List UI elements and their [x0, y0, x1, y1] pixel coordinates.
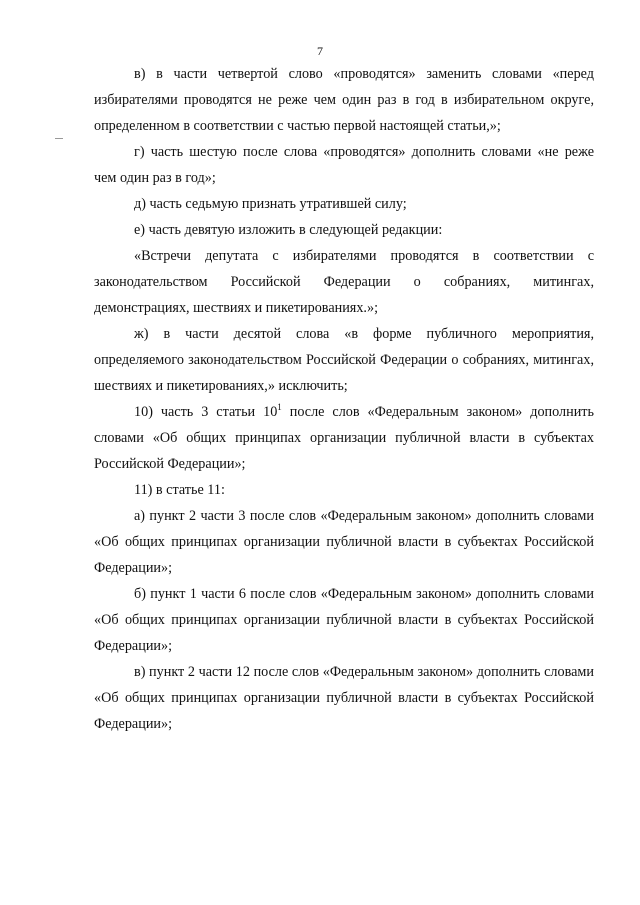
paragraph-e-part-nine: е) часть девятую изложить в следующей редакции:: [134, 222, 443, 238]
paragraph-a-item-2-part-3: а) пункт 2 части 3 после слов «Федеральным законом» дополнить словами «Об общих принципах организации публичной власти в субъектах Российской Федерации»;: [94, 508, 594, 576]
paragraph-g-part-six: г) часть шестую после слова «проводятся» дополнить словами «не реже чем один раз в год»;: [94, 144, 594, 186]
paragraph-v-part-four: в) в части четвертой слово «проводятся» заменить словами «перед избирателями проводятся не реже чем один раз в год в избирательном округе, определенном в соответствии с частью первой настоящей статьи,»;: [94, 66, 594, 134]
margin-mark: [55, 138, 63, 139]
paragraph-quoted-meetings: «Встречи депутата с избирателями проводятся в соответствии с законодательством Российской Федерации о собраниях, митингах, демонстрациях, шествиях и пикетированиях.»;: [94, 248, 594, 316]
paragraph-item-10: [94, 399, 594, 477]
document-body: [94, 61, 594, 737]
page-number: 7: [317, 44, 323, 58]
paragraph-zh-part-ten: ж) в части десятой слова «в форме публичного мероприятия, определяемого законодательством Российской Федерации о собраниях, митингах, шествиях и пикетированиях,» исключить;: [94, 326, 594, 394]
item-10-superscript: 1: [277, 402, 282, 412]
item-10-rest: после слов «Федеральным законом» дополнить словами «Об общих принципах организации публичной власти в субъектах Российской Федерации»;: [94, 404, 594, 472]
paragraph-b-item-1-part-6: б) пункт 1 части 6 после слов «Федеральным законом» дополнить словами «Об общих принципах организации публичной власти в субъектах Российской Федерации»;: [94, 586, 594, 654]
paragraph-item-11: 11) в статье 11:: [134, 482, 225, 498]
paragraph-d-part-seven: д) часть седьмую признать утратившей силу;: [134, 196, 407, 212]
item-10-lead: 10) часть 3 статьи 10: [134, 404, 278, 420]
paragraph-v-item-2-part-12: в) пункт 2 части 12 после слов «Федеральным законом» дополнить словами «Об общих принципах организации публичной власти в субъектах Российской Федерации»;: [94, 664, 594, 732]
